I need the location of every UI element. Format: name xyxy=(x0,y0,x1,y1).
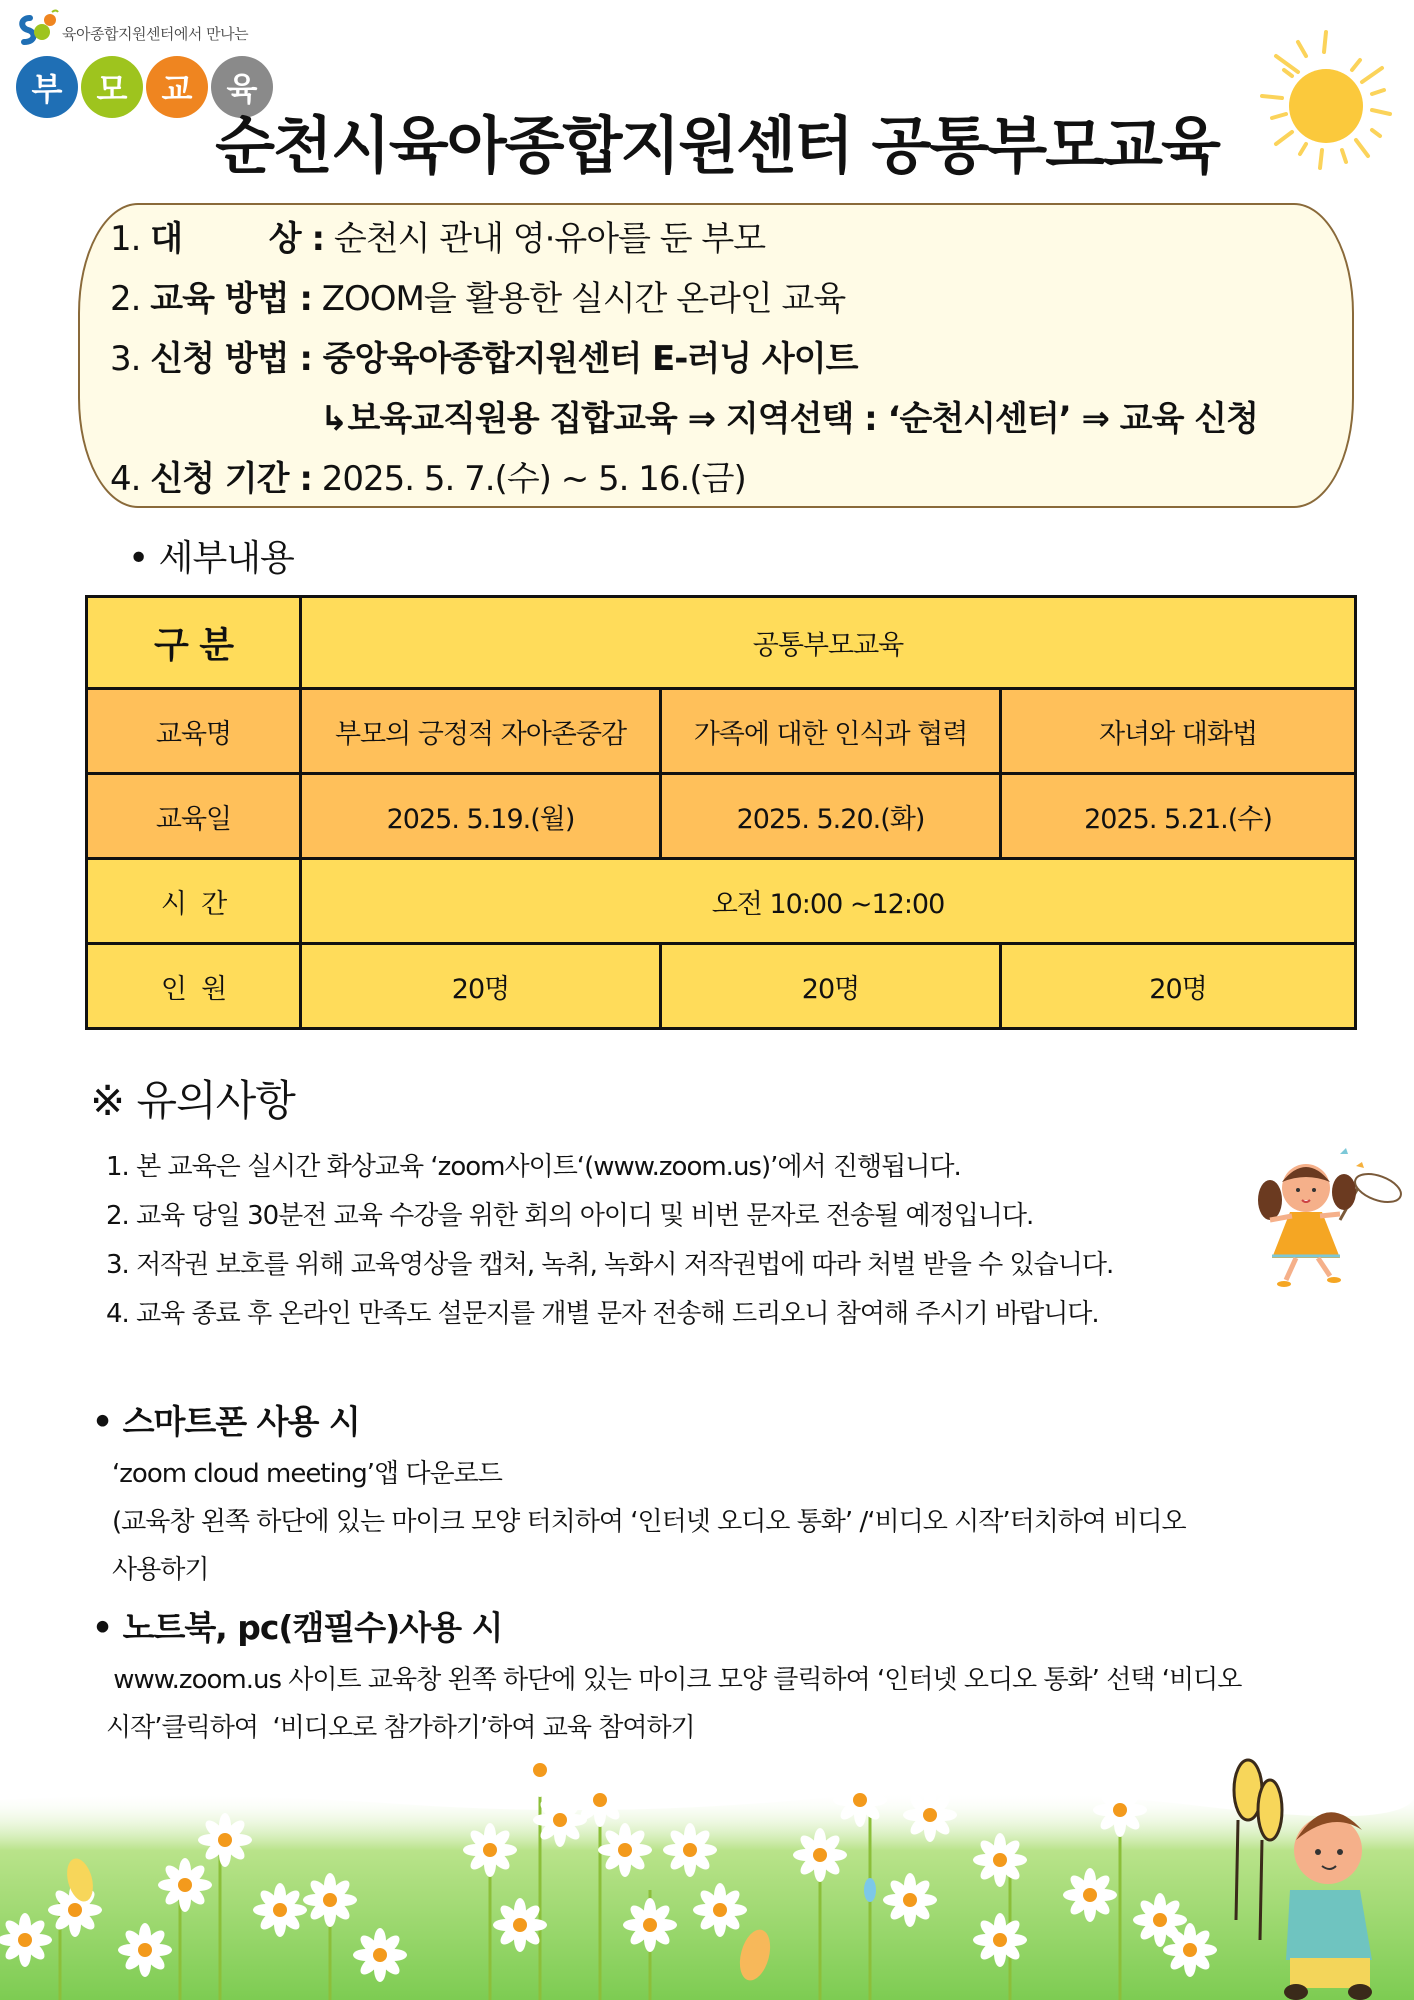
flower-meadow-illustration xyxy=(0,1740,1414,2000)
pc-usage-heading: • 노트북, pc(캠필수)사용 시 xyxy=(92,1608,503,1647)
table-cell-program: 공통부모교육 xyxy=(301,597,1356,689)
pc-usage-text: www.zoom.us 사이트 교육창 왼쪽 하단에 있는 마이크 모양 클릭하여 ‘인터넷 오디오 통화’ 선택 ‘비디오 시작’클릭하여 ‘비디오로 참가하기’하여 교육 참여하기 xyxy=(106,1665,1242,1743)
table-row-name: 교육명 부모의 긍정적 자아존중감 가족에 대한 인식과 협력 자녀와 대화법 xyxy=(87,689,1356,774)
logo-circle-mo: 모 xyxy=(81,56,143,118)
logo-circle-bu: 부 xyxy=(16,56,78,118)
note-item: 1. 본 교육은 실시간 화상교육 ‘zoom사이트‘(www.zoom.us)’에서 진행됩니다. xyxy=(106,1152,961,1182)
page-title: 순천시육아종합지원센터 공통부모교육 xyxy=(215,109,1219,182)
note-item: 2. 교육 당일 30분전 교육 수강을 위한 회의 아이디 및 비번 문자로 전송될 예정입니다. xyxy=(106,1201,1034,1231)
note-item: 4. 교육 종료 후 온라인 만족도 설문지를 개별 문자 전송해 드리오니 참여해 주시기 바랍니다. xyxy=(106,1299,1099,1329)
logo-circle-yuk: 육 xyxy=(211,56,273,118)
notes-heading: ※ 유의사항 xyxy=(90,1076,295,1125)
info-target: 1. 대 상 : 순천시 관내 영·유아를 둔 부모 xyxy=(110,219,766,259)
detail-heading: • 세부내용 xyxy=(128,538,294,579)
logo-circle-gyo: 교 xyxy=(146,56,208,118)
info-apply-period: 4. 신청 기간 : 2025. 5. 7.(수) ~ 5. 16.(금) xyxy=(110,459,746,499)
note-item: 3. 저작권 보호를 위해 교육영상을 캡처, 녹취, 녹화시 저작권법에 따라 처벌 받을 수 있습니다. xyxy=(106,1250,1114,1280)
table-row-capacity: 인 원 20명 20명 20명 xyxy=(87,944,1356,1029)
logo-mark-icon xyxy=(16,8,60,48)
info-method: 2. 교육 방법 : ZOOM을 활용한 실시간 온라인 교육 xyxy=(110,279,846,319)
table-row-header xyxy=(87,597,1356,689)
notes-list xyxy=(106,1143,1113,1339)
table-cell-gubun: 구 분 xyxy=(87,597,301,689)
schedule-table xyxy=(85,595,1357,1030)
info-box xyxy=(78,203,1354,508)
smartphone-usage-heading: • 스마트폰 사용 시 xyxy=(92,1402,360,1441)
table-row-date: 교육일 2025. 5.19.(월) 2025. 5.20.(화) 2025. 5.21.(수) xyxy=(87,774,1356,859)
info-apply-path: ↳보육교직원용 집합교육 ⇒ 지역선택 : ‘순천시센터’ ⇒ 교육 신청 xyxy=(320,399,1258,439)
logo-subtitle: 육아종합지원센터에서 만나는 xyxy=(62,24,249,43)
girl-with-net-illustration xyxy=(1240,1130,1410,1290)
smartphone-usage-text: ‘zoom cloud meeting’앱 다운로드 (교육창 왼쪽 하단에 있는 마이크 모양 터치하여 ‘인터넷 오디오 통화’ /‘비디오 시작’터치하여 비디오 사용하기 xyxy=(112,1459,1186,1585)
info-apply-method: 3. 신청 방법 : 중앙육아종합지원센터 E-러닝 사이트 xyxy=(110,339,858,379)
table-row-time: 시 간 오전 10:00 ~12:00 xyxy=(87,859,1356,944)
